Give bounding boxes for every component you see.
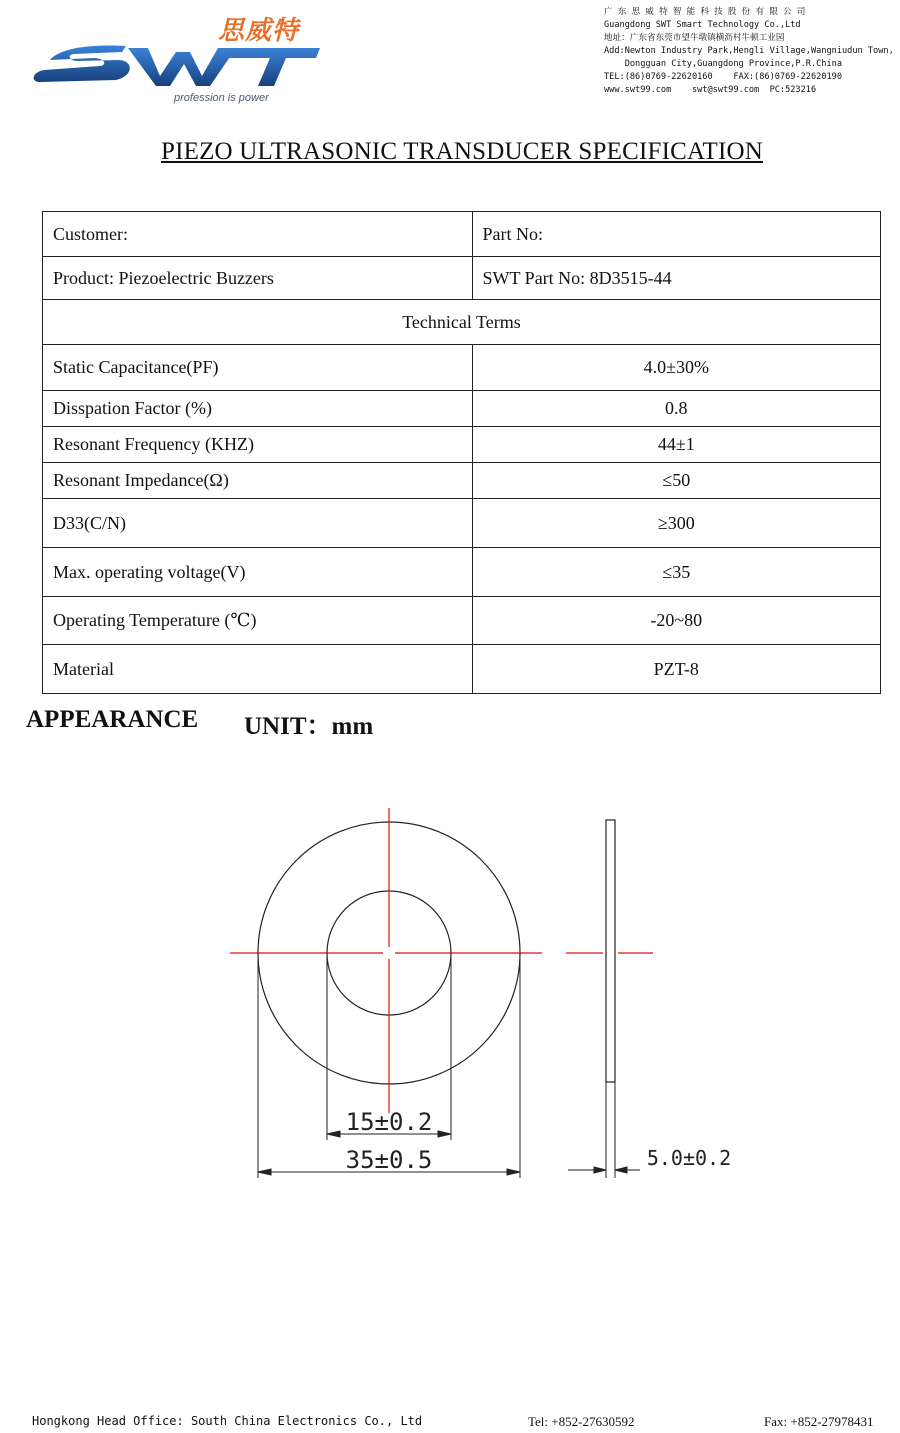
customer-cell: Customer: [43,212,473,257]
spec-label: Material [43,645,473,694]
spec-value: ≤35 [472,548,880,597]
company-en-name: Guangdong SWT Smart Technology Co.,Ltd [604,20,801,30]
table-row [43,463,881,499]
spec-label: Operating Temperature (℃) [43,597,473,645]
footer-tel: Tel: +852-27630592 [528,1414,635,1429]
table-row [43,499,881,548]
table-row [43,257,881,300]
company-address-line2: Dongguan City,Guangdong Province,P.R.China [604,59,842,69]
spec-value: ≤50 [472,463,880,499]
appearance-heading: APPEARANCE [26,706,199,733]
side-view-outline [606,820,615,1082]
table-row [43,212,881,257]
spec-label: D33(C/N) [43,499,473,548]
footer-fax: Fax: +852-27978431 [764,1414,874,1429]
spec-value: -20~80 [472,597,880,645]
section-header: Technical Terms [43,300,881,345]
spec-label: Resonant Impedance(Ω) [43,463,473,499]
spec-value: 0.8 [472,391,880,427]
outer-diameter-label: 35±0.5 [345,1146,433,1174]
spec-label: Static Capacitance(PF) [43,345,473,391]
swt-logo-mark [30,42,320,94]
logo-chinese-name: 思威特 [218,16,300,46]
table-row [43,597,881,645]
part-no-cell: Part No: [472,212,880,257]
document-title: PIEZO ULTRASONIC TRANSDUCER SPECIFICATION [160,138,764,165]
footer-office: Hongkong Head Office: South China Electronics Co., Ltd [32,1414,423,1428]
inner-diameter-label: 15±0.2 [345,1108,433,1136]
table-row [43,427,881,463]
company-phone-fax: TEL:(86)0769-22620160 FAX:(86)0769-22620190 [604,72,842,82]
spec-table [42,211,881,694]
table-row [43,645,881,694]
product-cell: Product: Piezoelectric Buzzers [43,257,473,300]
unit-label: UNIT：mm [244,713,374,740]
spec-value: 44±1 [472,427,880,463]
company-logo [30,6,320,110]
thickness-label: 5.0±0.2 [646,1146,732,1170]
spec-value: ≥300 [472,499,880,548]
thickness-dimension-line [568,1167,640,1173]
table-row [43,548,881,597]
spec-value: PZT-8 [472,645,880,694]
company-cn-name: 广 东 思 威 特 智 能 科 技 股 份 有 限 公 司 [604,7,806,17]
table-row [43,300,881,345]
thickness-extension-lines [606,1082,615,1178]
company-address-line1: Add:Newton Industry Park,Hengli Village,Wangniudun Town, [604,46,894,56]
center-lines [230,808,542,1113]
company-cn-address: 地址：广东省东莞市望牛墩镇横沥村牛顿工业园 [604,33,785,43]
swt-part-no-cell: SWT Part No: 8D3515-44 [472,257,880,300]
spec-label: Resonant Frequency (KHZ) [43,427,473,463]
spec-label: Max. operating voltage(V) [43,548,473,597]
table-row [43,391,881,427]
logo-tagline: profession is power [174,92,269,104]
spec-label: Disspation Factor (%) [43,391,473,427]
transducer-drawing [0,780,900,1200]
company-info [604,6,894,97]
table-row [43,345,881,391]
spec-value: 4.0±30% [472,345,880,391]
company-web-email: www.swt99.com swt@swt99.com PC:523216 [604,85,817,95]
